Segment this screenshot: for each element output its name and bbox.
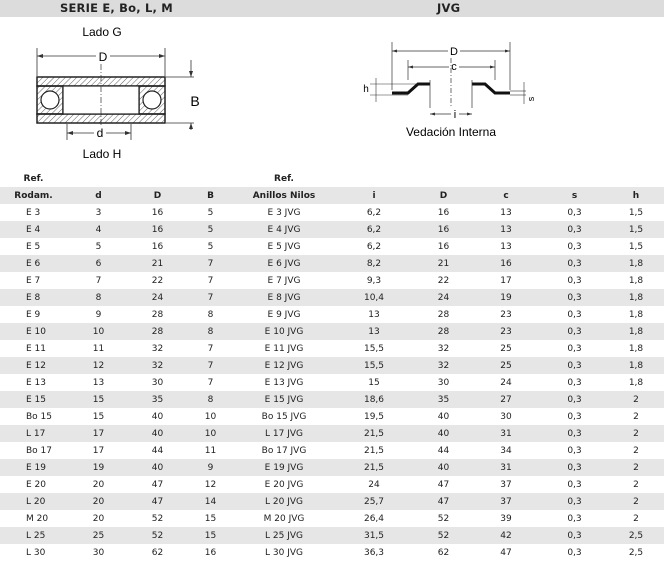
table-row [0,527,664,544]
table-row [0,289,664,306]
cell-D: 28 [130,323,185,340]
cell-ref-anillos: E 6 JVG [236,255,332,272]
cell-B: 12 [185,476,236,493]
cell-h: 2 [608,408,664,425]
bearing-figure [0,18,240,168]
header-h [608,170,664,187]
cell-ref-rodam: Bo 15 [0,408,67,425]
cell-i: 10,4 [332,289,416,306]
cell-D2: 35 [416,391,471,408]
cell-h: 1,5 [608,204,664,221]
cell-B: 7 [185,272,236,289]
cell-ref-rodam: E 19 [0,459,67,476]
header-D [130,170,185,187]
cell-B: 15 [185,527,236,544]
cell-D2: 28 [416,323,471,340]
cell-c: 17 [471,272,541,289]
cell-ref-rodam: E 20 [0,476,67,493]
cell-ref-rodam: E 3 [0,204,67,221]
cell-ref-rodam: L 30 [0,544,67,561]
cell-D2: 22 [416,272,471,289]
cell-i: 21,5 [332,442,416,459]
cell-D2: 52 [416,527,471,544]
cell-B: 15 [185,510,236,527]
cell-c: 23 [471,306,541,323]
cell-h: 1,5 [608,238,664,255]
dimensions-table [0,170,664,561]
cell-h: 2 [608,459,664,476]
cell-s: 0,3 [541,527,608,544]
cell-ref-rodam: L 17 [0,425,67,442]
table-row [0,476,664,493]
header-c: c [471,187,541,204]
cell-d: 15 [67,408,130,425]
cell-D2: 47 [416,476,471,493]
cell-B: 11 [185,442,236,459]
cell-ref-rodam: E 9 [0,306,67,323]
cell-d: 19 [67,459,130,476]
cell-ref-anillos: Bo 17 JVG [236,442,332,459]
cell-s: 0,3 [541,510,608,527]
cell-D2: 21 [416,255,471,272]
cell-d: 25 [67,527,130,544]
cell-D: 30 [130,374,185,391]
cell-B: 9 [185,459,236,476]
cell-ref-rodam: Bo 17 [0,442,67,459]
table-row [0,255,664,272]
cell-d: 20 [67,493,130,510]
cell-D: 52 [130,527,185,544]
cell-ref-anillos: E 12 JVG [236,357,332,374]
dim-d-label: d [96,126,104,140]
cell-i: 9,3 [332,272,416,289]
cell-B: 16 [185,544,236,561]
cell-D: 40 [130,425,185,442]
cell-h: 2 [608,442,664,459]
cell-i: 26,4 [332,510,416,527]
header-d [67,170,130,187]
cell-c: 13 [471,204,541,221]
table-row [0,510,664,527]
table-row [0,544,664,561]
header-B: B [185,187,236,204]
cell-B: 5 [185,221,236,238]
cell-D: 32 [130,357,185,374]
cell-d: 12 [67,357,130,374]
cell-d: 17 [67,425,130,442]
cell-ref-rodam: L 25 [0,527,67,544]
cell-ref-anillos: M 20 JVG [236,510,332,527]
cell-i: 6,2 [332,221,416,238]
cell-ref-anillos: E 11 JVG [236,340,332,357]
cell-B: 7 [185,374,236,391]
cell-D: 35 [130,391,185,408]
cell-h: 1,8 [608,323,664,340]
seal-dim-i: i [453,109,457,121]
cell-D: 47 [130,493,185,510]
cell-D2: 16 [416,221,471,238]
cell-D2: 32 [416,357,471,374]
cell-D2: 16 [416,204,471,221]
cell-i: 36,3 [332,544,416,561]
cell-i: 21,5 [332,459,416,476]
cell-D2: 32 [416,340,471,357]
cell-i: 15,5 [332,357,416,374]
cell-c: 42 [471,527,541,544]
cell-c: 24 [471,374,541,391]
cell-h: 1,8 [608,306,664,323]
cell-s: 0,3 [541,323,608,340]
cell-d: 15 [67,391,130,408]
cell-h: 2,5 [608,544,664,561]
cell-s: 0,3 [541,459,608,476]
cell-h: 2,5 [608,527,664,544]
cell-D: 21 [130,255,185,272]
cell-h: 1,8 [608,272,664,289]
cell-d: 13 [67,374,130,391]
seal-dim-h: h [363,84,369,95]
cell-ref-rodam: E 12 [0,357,67,374]
cell-D: 47 [130,476,185,493]
cell-B: 7 [185,340,236,357]
cell-ref-rodam: M 20 [0,510,67,527]
cell-B: 10 [185,408,236,425]
cell-D2: 40 [416,408,471,425]
cell-s: 0,3 [541,204,608,221]
cell-i: 15,5 [332,340,416,357]
dim-D-label: D [98,50,108,64]
dim-B-label: B [190,93,200,109]
seal-figure [340,18,560,148]
cell-D2: 30 [416,374,471,391]
cell-c: 39 [471,510,541,527]
cell-c: 25 [471,340,541,357]
cell-B: 5 [185,204,236,221]
cell-s: 0,3 [541,289,608,306]
header-c [471,170,541,187]
table-row [0,493,664,510]
cell-D2: 28 [416,306,471,323]
table-row [0,272,664,289]
cell-c: 19 [471,289,541,306]
cell-D: 52 [130,510,185,527]
cell-s: 0,3 [541,272,608,289]
header-B [185,170,236,187]
cell-d: 17 [67,442,130,459]
cell-D2: 44 [416,442,471,459]
cell-s: 0,3 [541,391,608,408]
cell-ref-anillos: E 5 JVG [236,238,332,255]
cell-d: 11 [67,340,130,357]
cell-d: 8 [67,289,130,306]
cell-c: 31 [471,425,541,442]
cell-c: 37 [471,476,541,493]
cell-s: 0,3 [541,442,608,459]
cell-i: 21,5 [332,425,416,442]
cell-d: 6 [67,255,130,272]
cell-s: 0,3 [541,221,608,238]
cell-D: 22 [130,272,185,289]
cell-ref-anillos: E 15 JVG [236,391,332,408]
cell-D: 16 [130,221,185,238]
cell-s: 0,3 [541,408,608,425]
cell-i: 18,6 [332,391,416,408]
cell-ref-rodam: L 20 [0,493,67,510]
cell-h: 1,8 [608,340,664,357]
cell-D: 24 [130,289,185,306]
seal-dim-s: s [526,96,536,102]
cell-c: 13 [471,221,541,238]
cell-c: 13 [471,238,541,255]
cell-i: 6,2 [332,204,416,221]
header-s [541,170,608,187]
cell-ref-anillos: E 8 JVG [236,289,332,306]
table-row [0,221,664,238]
cell-D: 44 [130,442,185,459]
seal-dim-D: D [450,46,458,58]
cell-B: 8 [185,391,236,408]
header-D2 [416,170,471,187]
header-bar [0,0,664,17]
table-header-row-2 [0,187,664,204]
cell-d: 9 [67,306,130,323]
cell-ref-anillos: E 19 JVG [236,459,332,476]
cell-s: 0,3 [541,357,608,374]
cell-ref-anillos: E 10 JVG [236,323,332,340]
table-row [0,459,664,476]
cell-D2: 47 [416,493,471,510]
cell-d: 5 [67,238,130,255]
cell-ref-anillos: L 30 JVG [236,544,332,561]
cell-d: 4 [67,221,130,238]
cell-s: 0,3 [541,544,608,561]
header-D2: D [416,187,471,204]
header-i [332,170,416,187]
header-ref-anillos: Ref. [236,170,332,187]
cell-h: 2 [608,510,664,527]
header-s: s [541,187,608,204]
cell-D2: 40 [416,459,471,476]
cell-B: 7 [185,289,236,306]
cell-h: 1,8 [608,357,664,374]
cell-i: 13 [332,306,416,323]
cell-d: 20 [67,476,130,493]
cell-h: 1,8 [608,374,664,391]
table-row [0,306,664,323]
cell-c: 47 [471,544,541,561]
lado-h-label: Lado H [82,147,122,161]
cell-ref-anillos: Bo 15 JVG [236,408,332,425]
table-row [0,323,664,340]
cell-D2: 52 [416,510,471,527]
cell-D: 62 [130,544,185,561]
cell-s: 0,3 [541,476,608,493]
cell-s: 0,3 [541,306,608,323]
cell-ref-rodam: E 10 [0,323,67,340]
cell-D: 40 [130,408,185,425]
serie-title: SERIE E, Bo, L, M [60,1,173,15]
cell-D: 16 [130,204,185,221]
cell-d: 20 [67,510,130,527]
cell-ref-anillos: L 25 JVG [236,527,332,544]
cell-ref-rodam: E 7 [0,272,67,289]
cell-ref-anillos: E 20 JVG [236,476,332,493]
cell-i: 6,2 [332,238,416,255]
seal-caption: Vedación Interna [405,125,497,139]
lado-g-label: Lado G [82,25,122,39]
table-row [0,357,664,374]
cell-ref-anillos: E 13 JVG [236,374,332,391]
header-h: h [608,187,664,204]
header-i: i [332,187,416,204]
cell-s: 0,3 [541,255,608,272]
cell-B: 7 [185,255,236,272]
cell-d: 3 [67,204,130,221]
cell-B: 10 [185,425,236,442]
cell-B: 7 [185,357,236,374]
table-row [0,442,664,459]
table-row [0,425,664,442]
cell-i: 8,2 [332,255,416,272]
cell-D2: 62 [416,544,471,561]
cell-s: 0,3 [541,374,608,391]
cell-ref-anillos: E 9 JVG [236,306,332,323]
cell-c: 31 [471,459,541,476]
table-row [0,408,664,425]
cell-ref-rodam: E 13 [0,374,67,391]
cell-c: 23 [471,323,541,340]
cell-i: 13 [332,323,416,340]
cell-ref-anillos: L 17 JVG [236,425,332,442]
cell-D: 28 [130,306,185,323]
header-ref-rodam: Rodam. [0,187,67,204]
cell-ref-rodam: E 4 [0,221,67,238]
cell-c: 34 [471,442,541,459]
cell-ref-rodam: E 6 [0,255,67,272]
cell-D2: 40 [416,425,471,442]
cell-h: 2 [608,493,664,510]
cell-i: 31,5 [332,527,416,544]
cell-ref-anillos: E 3 JVG [236,204,332,221]
header-ref-anillos: Anillos Nilos [236,187,332,204]
cell-h: 1,8 [608,255,664,272]
cell-c: 30 [471,408,541,425]
cell-D: 32 [130,340,185,357]
cell-ref-rodam: E 5 [0,238,67,255]
cell-h: 2 [608,425,664,442]
table-row [0,204,664,221]
table-row [0,374,664,391]
cell-d: 7 [67,272,130,289]
cell-c: 25 [471,357,541,374]
cell-ref-rodam: E 8 [0,289,67,306]
jvg-title: JVG [437,1,461,15]
cell-d: 10 [67,323,130,340]
cell-i: 24 [332,476,416,493]
table-row [0,238,664,255]
cell-i: 19,5 [332,408,416,425]
cell-s: 0,3 [541,425,608,442]
table-row [0,391,664,408]
cell-h: 2 [608,476,664,493]
header-D: D [130,187,185,204]
cell-c: 16 [471,255,541,272]
cell-B: 14 [185,493,236,510]
cell-h: 2 [608,391,664,408]
cell-D2: 24 [416,289,471,306]
cell-B: 8 [185,323,236,340]
cell-ref-rodam: E 15 [0,391,67,408]
cell-i: 15 [332,374,416,391]
cell-B: 8 [185,306,236,323]
cell-B: 5 [185,238,236,255]
cell-D: 40 [130,459,185,476]
cell-ref-anillos: E 7 JVG [236,272,332,289]
cell-h: 1,8 [608,289,664,306]
table-row [0,340,664,357]
table-header-row-1 [0,170,664,187]
cell-d: 30 [67,544,130,561]
cell-c: 27 [471,391,541,408]
cell-c: 37 [471,493,541,510]
seal-dim-c: c [451,61,457,73]
cell-ref-anillos: L 20 JVG [236,493,332,510]
cell-s: 0,3 [541,238,608,255]
cell-h: 1,5 [608,221,664,238]
cell-s: 0,3 [541,340,608,357]
cell-ref-rodam: E 11 [0,340,67,357]
cell-ref-anillos: E 4 JVG [236,221,332,238]
cell-D2: 16 [416,238,471,255]
header-ref-rodam: Ref. [0,170,67,187]
cell-D: 16 [130,238,185,255]
header-d: d [67,187,130,204]
cell-s: 0,3 [541,493,608,510]
cell-i: 25,7 [332,493,416,510]
